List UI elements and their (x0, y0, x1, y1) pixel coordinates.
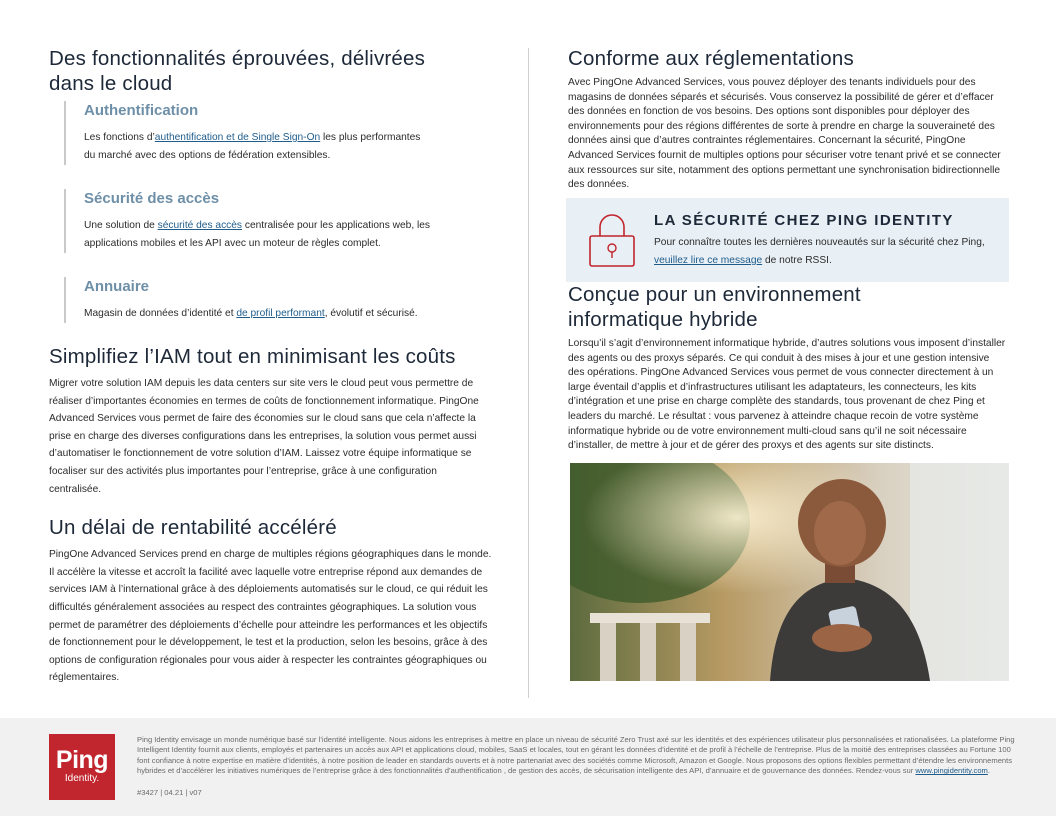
subsection-directory (64, 277, 499, 323)
compliance-text: Avec PingOne Advanced Services, vous pouvez déployer des tenants individuels pour des magasins de données séparés et sécurisés. Vous conservez la possibilité de gérer et d’effacer des données en fonction de vos besoins. Des options sont disponibles pour déployer des environnements pour des régions différentes de sorte à prendre en charge la souveraineté des données ainsi que d’autres contraintes réglementaires. Concernant la sécurité, PingOne Advanced Services fournit de multiples options pour sécuriser votre tenant privé et se connecter aux ressources sur site, notamment des options permettant une synchronisation bidirectionnelle des données. (568, 77, 1001, 191)
woman-with-phone-photo (570, 463, 1009, 681)
section-title-iam-costs: Simplifiez l’IAM tout en minimisant les coûts (49, 345, 456, 368)
right-column (568, 46, 1010, 193)
security-callout (566, 198, 1009, 282)
subsection-text: Magasin de données d’identité et de profil performant, évolutif et sécurisé. (84, 308, 418, 319)
ciso-message-link[interactable]: veuillez lire ce message (654, 255, 763, 266)
section-title-hybrid: Conçue pour un environnement informatique hybride (568, 283, 861, 331)
ping-identity-logo: Ping Identity. (49, 734, 115, 800)
document-meta: #3427 | 04.21 | v07 (137, 788, 202, 797)
callout-heading: LA SÉCURITÉ CHEZ PING IDENTITY (654, 212, 954, 229)
pingidentity-website-link[interactable]: www.pingidentity.com (915, 766, 988, 776)
access-security-link[interactable]: sécurité des accès (157, 220, 243, 231)
footer (0, 718, 1056, 816)
subsection-access-security (64, 189, 499, 253)
callout-text: Pour connaître toutes les dernières nouveautés sur la sécurité chez Ping, veuillez lire ce message de notre RSSI. (654, 237, 985, 266)
subsection-heading: Annuaire (84, 278, 150, 295)
authentication-link[interactable]: authentification et de Single Sign-On (154, 132, 321, 143)
section-title-cloud: Des fonctionnalités éprouvées, délivrées dans le cloud (49, 47, 426, 95)
padlock-icon (588, 212, 636, 273)
subsection-authentication (64, 101, 499, 165)
subsection-heading: Sécurité des accès (84, 190, 220, 207)
hybrid-text: Lorsqu’il s’agit d’environnement informatique hybride, d’autres solutions vous imposent d’installer des agents ou des proxys séparés. Ce qui conduit à des mises à jour et une gestion intensive des opérations. PingOne Advanced Services vous permet de vous connecter directement à un large éventail d’applis et d’infrastructures utilisant les adaptateurs, les connecteurs, les kits d’intégration et une prise en charge complète des standards, tous provenant de chez Ping et leaders du marché. Le résultat : vous parvenez à atteindre chaque recoin de votre système informatique hybride ou de votre environnement multi-cloud sans qu’il ne soit nécessaire d’installer, de mettre à jour et de gérer des proxys et des agents sur site distincts. (568, 338, 1006, 452)
section-title-compliance: Conforme aux réglementations (568, 47, 854, 70)
section-title-time-to-value: Un délai de rentabilité accéléré (49, 516, 337, 540)
subsection-text: Les fonctions d’authentification et de Single Sign-On les plus performantes du marché avec des options de fédération extensibles. (84, 132, 421, 161)
left-column (49, 46, 499, 687)
column-divider (528, 48, 529, 698)
profile-link[interactable]: de profil performant (236, 308, 325, 319)
hybrid-section (568, 282, 1013, 454)
subsection-heading: Authentification (84, 102, 199, 119)
footer-about-text: Ping Identity envisage un monde numérique basé sur l’identité intelligente. Nous aidons les entreprises à mettre en place un niveau de sécurité Zero Trust axé sur les identités et des expériences utilisateur plus personnalisées et rationalisées. La plateforme Ping Intelligent Identity fournit aux clients, employés et partenaires un accès aux API et applications cloud, mobiles, SaaS et locales, tout en gérant les données d’identité et de profil à l’échelle de l’entreprise. Plus de la moitié des entreprises classées au Fortune 100 font confiance à notre expertise en matière d’identités, à notre position de leader en standards ouverts et à notre partenariat avec des sociétés comme Microsoft, Amazon et Google. Nous proposons des options flexibles permettant d’étendre les environnements hybrides et d’accélérer les initiatives numériques de l’entreprise grâce à des fonctionnalités d’authentification , de gestion des accès, de sécurisation intelligente des API, d’annuaire et de gouvernance des données. Rendez-vous sur www.pingidentity.com. (137, 735, 1015, 776)
time-to-value-text: PingOne Advanced Services prend en charge de multiples régions géographiques dans le monde. Il accélère la vitesse et accroît la facilité avec laquelle votre entreprise répond aux demandes de services IAM à l’international grâce à des déploiements automatisés sur le cloud, ce qui réduit les difficultés généralement associées au respect des contraintes géographiques. La solution vous permet de paramétrer des déploiements d’échelle pour atteindre les performances et les objectifs de fonctionnement pour le développement, le test et la production, selon les besoins, grâce à des options de configuration régionales pour vous aider à respecter les contraintes géographiques ou réglementaires. (49, 549, 492, 684)
subsection-text: Une solution de sécurité des accès centralisée pour les applications web, les applications mobiles et les API avec un moteur de règles complet. (84, 220, 431, 249)
iam-costs-text: Migrer votre solution IAM depuis les data centers sur site vers le cloud peut vous permettre de réaliser d’importantes économies en termes de coûts de fonctionnement informatique. PingOne Advanced Services vous permet de faire des économies sur le cloud sans que cela n’affecte la prise en charge des diverses configurations dans les entreprises, la solution vous permet aussi d’automatiser le fonctionnement de votre solution d’IAM. Laissez votre équipe informatique se focaliser sur des activités plus importantes pour l’entreprise, grâce à une configuration centralisée. (49, 378, 479, 495)
